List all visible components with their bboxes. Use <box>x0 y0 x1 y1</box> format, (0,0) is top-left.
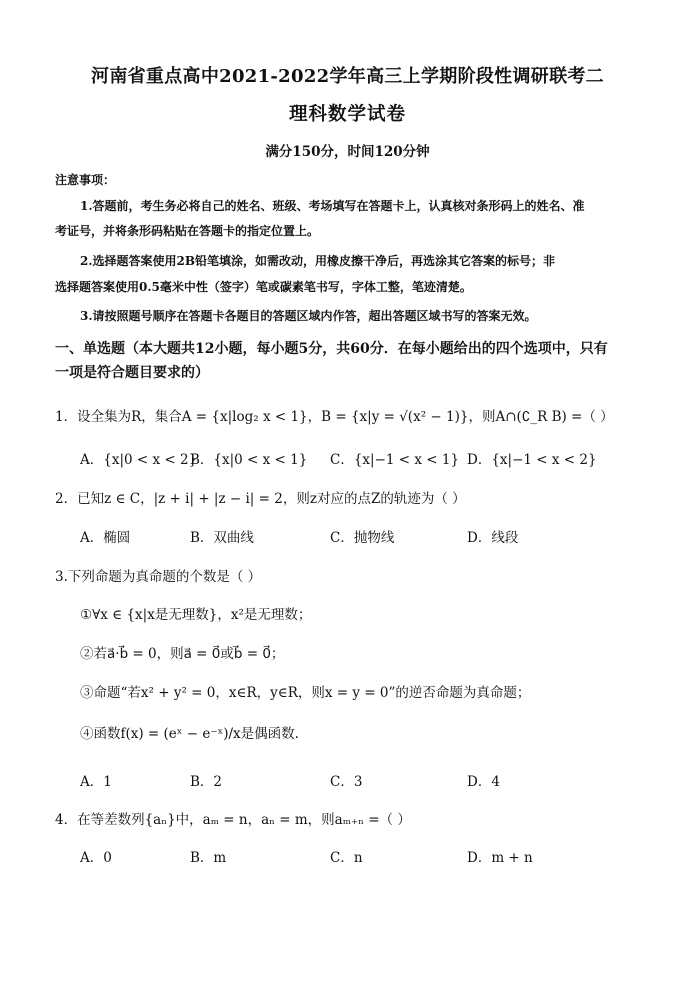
question-2-option-c: C．抛物线 <box>330 530 395 546</box>
question-4-option-a: A．0 <box>80 850 112 866</box>
notice-heading: 注意事项： <box>55 173 116 187</box>
question-4-stem: 4．在等差数列{aₙ}中，aₘ = n，aₙ = m，则aₘ₊ₙ =（ ） <box>55 812 411 828</box>
question-2-stem: 2．已知z ∈ C，|z + i| + |z − i| = 2，则z对应的点Z的轨迹为（ ） <box>55 491 466 507</box>
notice-item-2-line-2: 选择题答案使用0.5毫米中性（签字）笔或碳素笔书写，字体工整，笔迹清楚。 <box>55 280 472 294</box>
question-1-option-d: D．{x|−1 < x < 2} <box>467 452 597 468</box>
question-3-option-d: D．4 <box>467 774 500 790</box>
title-line-1: 河南省重点高中2021-2022学年高三上学期阶段性调研联考二 <box>91 66 604 87</box>
question-1-option-c: C．{x|−1 < x < 1} <box>330 452 460 468</box>
question-3-option-a: A．1 <box>80 774 112 790</box>
question-3-statement-2: ②若a⃗·b⃗ = 0，则a⃗ = 0⃗或b⃗ = 0⃗； <box>80 646 285 662</box>
notice-item-1-line-2: 考证号，并将条形码粘贴在答题卡的指定位置上。 <box>55 224 320 238</box>
question-3-option-c: C．3 <box>330 774 363 790</box>
question-4-option-b: B．m <box>190 850 227 866</box>
section-heading-line-1: 一、单选题（本大题共12小题，每小题5分，共60分．在每小题给出的四个选项中，只有 <box>55 341 608 357</box>
question-3-statement-3: ③命题“若x² + y² = 0，x∈R，y∈R，则x = y = 0”的逆否命题为真命题； <box>80 685 531 701</box>
question-2-option-b: B．双曲线 <box>190 530 254 546</box>
question-2-option-a: A．椭圆 <box>80 530 131 546</box>
question-3-statement-4: ④函数f(x) = (eˣ − e⁻ˣ)/x是偶函数. <box>80 726 299 742</box>
question-4-option-c: C．n <box>330 850 363 866</box>
score-time-line: 满分150分，时间120分钟 <box>265 144 430 160</box>
question-4-option-d: D．m + n <box>467 850 533 866</box>
question-3-stem: 3.下列命题为真命题的个数是（ ） <box>55 569 262 585</box>
notice-item-3: 3.请按照题号顺序在答题卡各题目的答题区域内作答，超出答题区域书写的答案无效。 <box>80 309 537 323</box>
question-1-stem: 1．设全集为R，集合A = {x|log₂ x < 1}，B = {x|y = √(x² − 1)}，则A∩(∁_R B) =（ ） <box>55 409 614 425</box>
question-1-option-a: A．{x|0 < x < 2} <box>80 452 198 468</box>
title-line-2: 理科数学试卷 <box>288 104 406 125</box>
question-1-option-b: B．{x|0 < x < 1} <box>190 452 308 468</box>
notice-item-2-line-1: 2.选择题答案使用2B铅笔填涂，如需改动，用橡皮擦干净后，再选涂其它答案的标号；非 <box>80 254 556 268</box>
question-2-option-d: D．线段 <box>467 530 519 546</box>
question-3-option-b: B．2 <box>190 774 223 790</box>
notice-item-1-line-1: 1.答题前，考生务必将自己的姓名、班级、考场填写在答题卡上，认真核对条形码上的姓名、准 <box>80 199 585 213</box>
section-heading-line-2: 一项是符合题目要求的） <box>55 365 209 381</box>
question-3-statement-1: ①∀x ∈ {x|x是无理数}，x²是无理数； <box>80 607 312 623</box>
